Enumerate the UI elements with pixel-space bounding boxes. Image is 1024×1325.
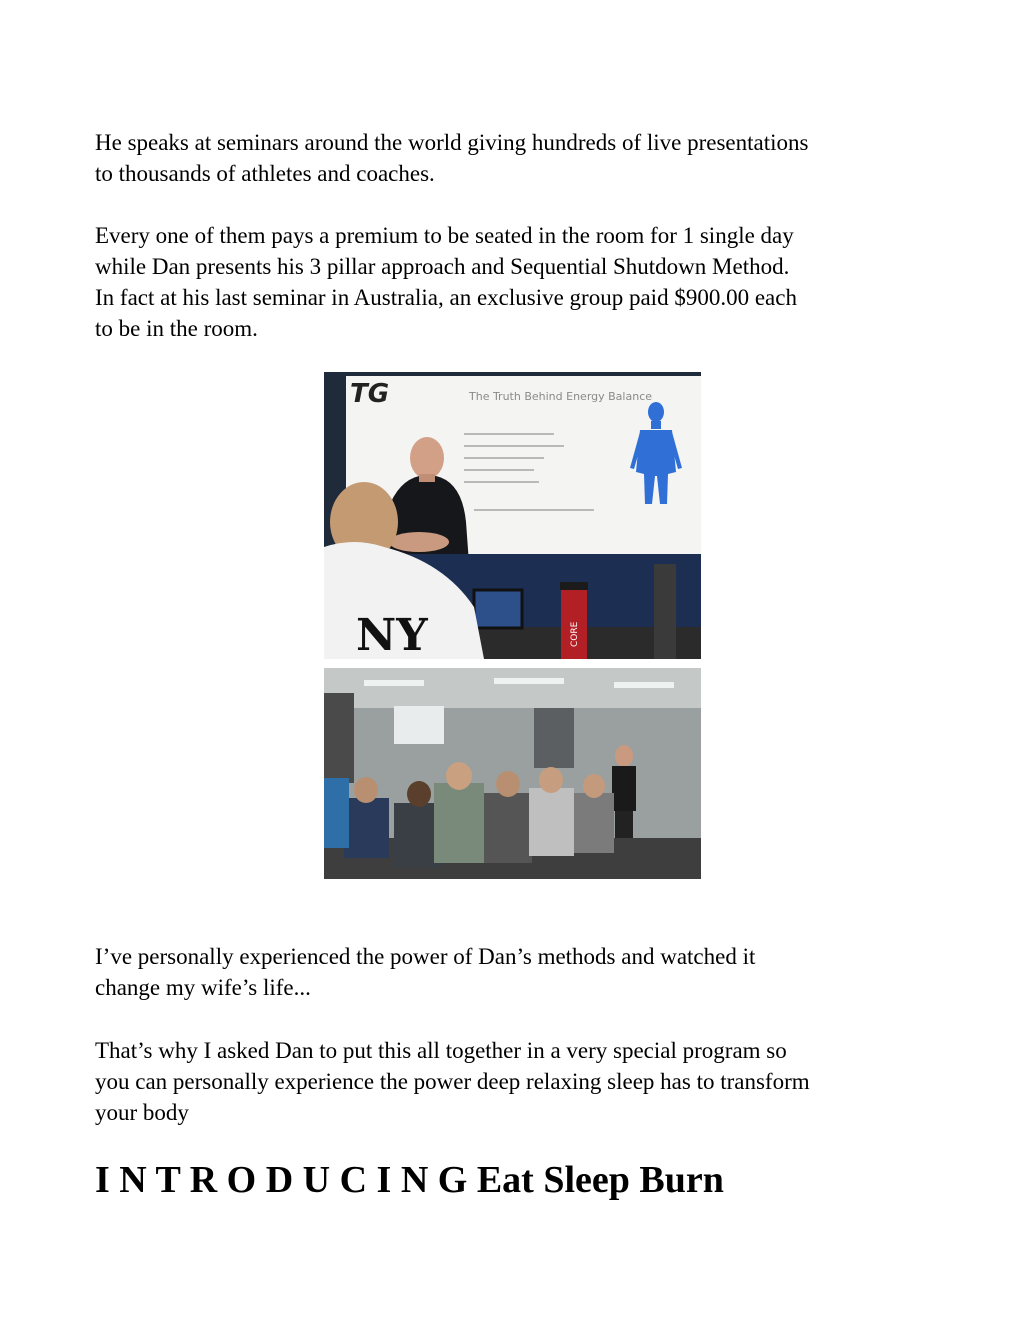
text-line: you can personally experience the power deep relaxing sleep has to transform <box>95 1069 810 1094</box>
text-line: change my wife’s life... <box>95 975 311 1000</box>
slide-logo: TG <box>350 379 390 409</box>
seminar-paragraph <box>95 220 945 344</box>
slide-title: The Truth Behind Energy Balance <box>469 390 653 403</box>
shirt-logo: NY <box>356 610 428 659</box>
text-line: Every one of them pays a premium to be seated in the room for 1 single day <box>95 223 794 248</box>
text-line: to be in the room. <box>95 316 258 341</box>
seminar-audience-photo <box>324 668 701 879</box>
text-line: your body <box>95 1100 189 1125</box>
audience-illustration <box>324 668 701 879</box>
experience-paragraph <box>95 941 945 1003</box>
text-line: In fact at his last seminar in Australia, an exclusive group paid $900.00 each <box>95 285 797 310</box>
bottle-label: CORE <box>570 621 580 647</box>
product-heading: I N T R O D U C I N G Eat Sleep Burn <box>95 1159 724 1201</box>
text-line: while Dan presents his 3 pillar approach and Sequential Shutdown Method. <box>95 254 790 279</box>
intro-paragraph <box>95 127 945 189</box>
program-paragraph <box>95 1035 945 1128</box>
seminar-presentation-photo <box>324 372 701 659</box>
text-line: He speaks at seminars around the world giving hundreds of live presentations <box>95 130 809 155</box>
text-line: I’ve personally experienced the power of Dan’s methods and watched it <box>95 944 756 969</box>
presentation-illustration <box>324 372 701 659</box>
text-line: That’s why I asked Dan to put this all together in a very special program so <box>95 1038 787 1063</box>
text-line: to thousands of athletes and coaches. <box>95 161 435 186</box>
